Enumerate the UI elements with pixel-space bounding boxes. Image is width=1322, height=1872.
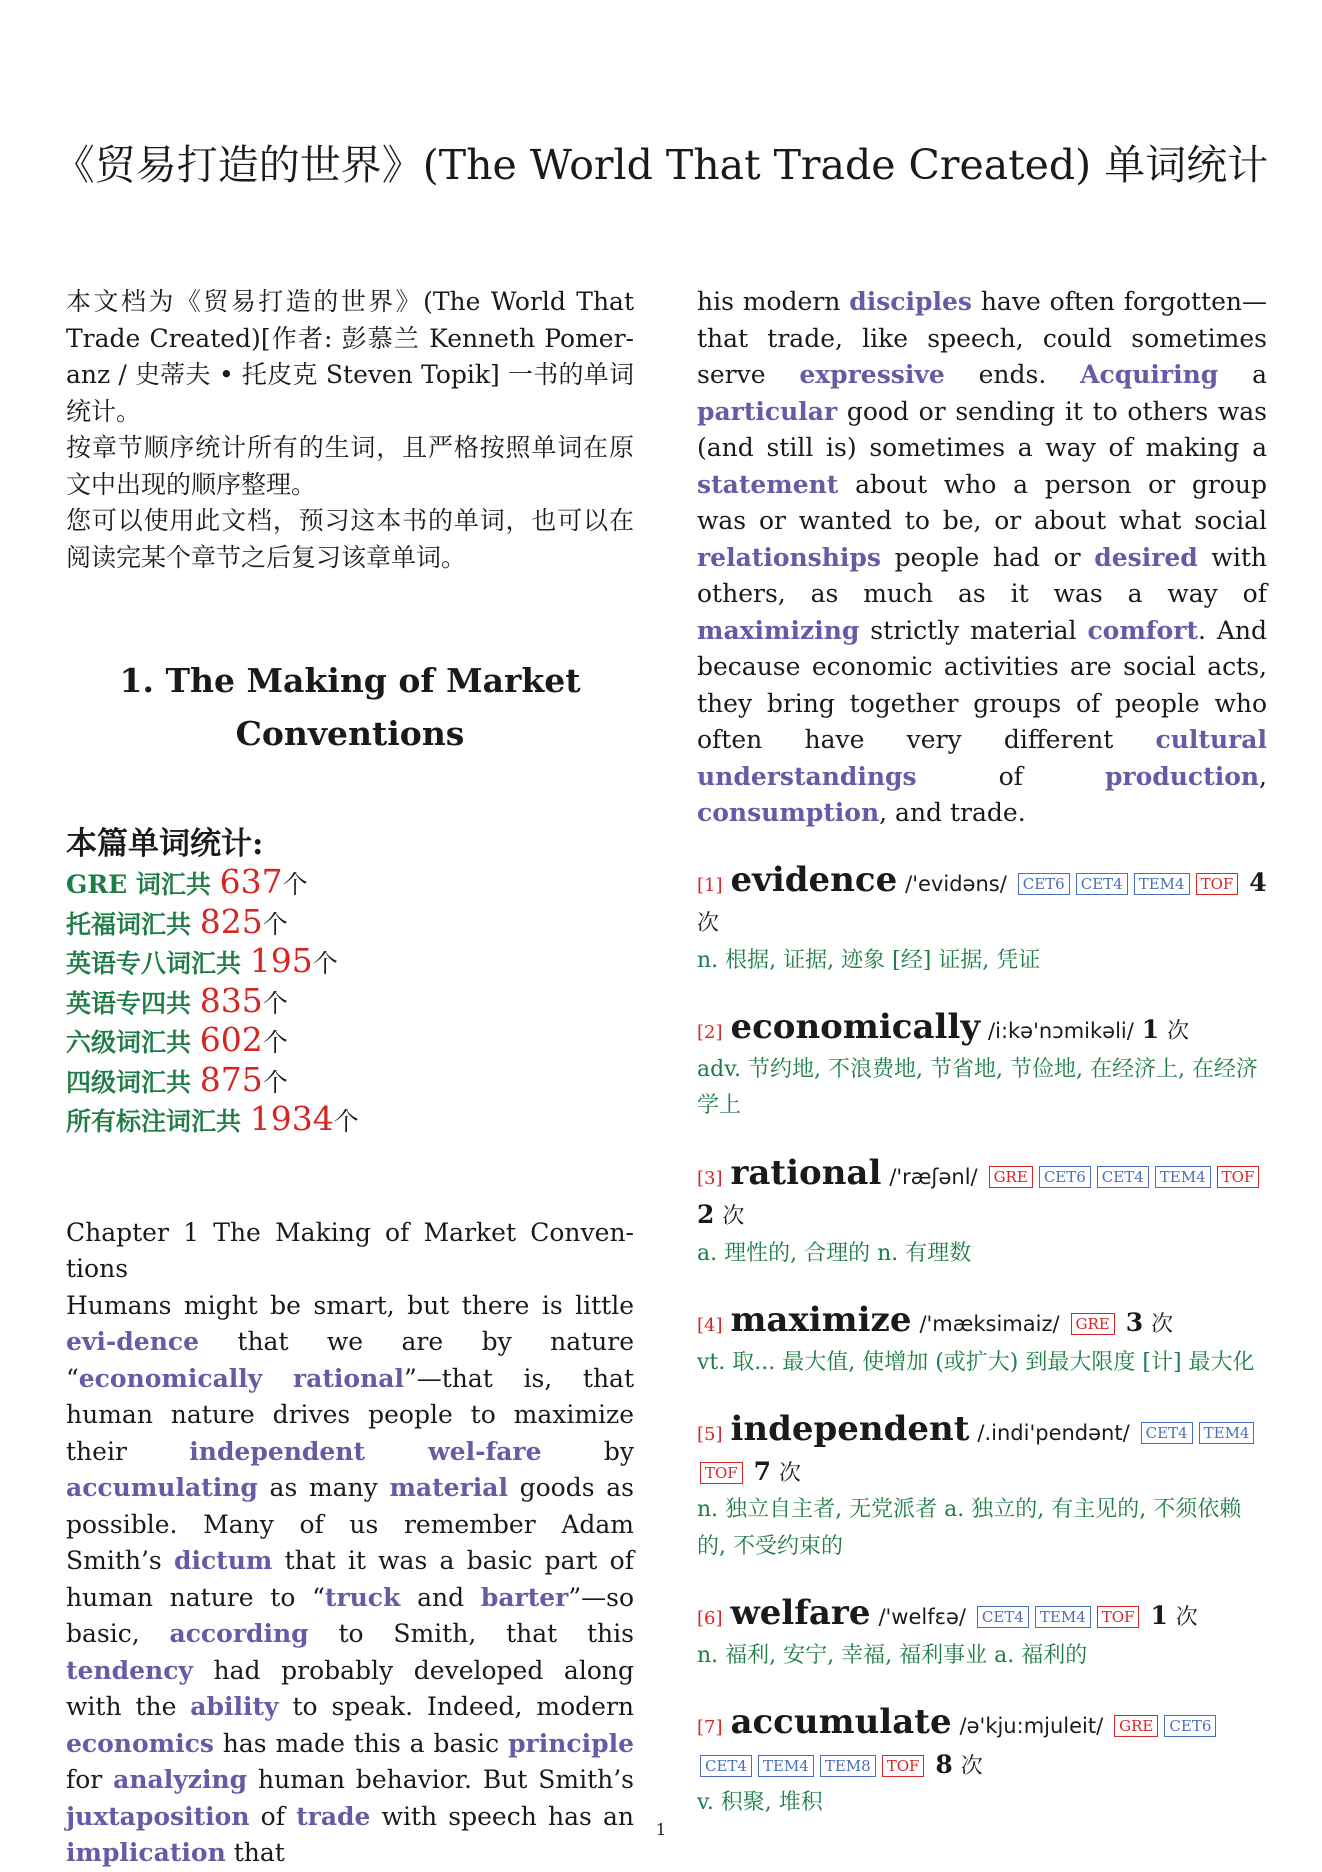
vocab-entry-head bbox=[697, 1411, 1267, 1492]
occurrence-count: 1 bbox=[1150, 1601, 1168, 1630]
entry-index: [3] bbox=[697, 1167, 723, 1189]
body-text-segment: a bbox=[1218, 360, 1267, 389]
vocab-word-link[interactable]: consumption bbox=[697, 798, 880, 827]
vocab-word-link[interactable]: rational bbox=[292, 1363, 404, 1393]
definition: n. 福利, 安宁, 幸福, 福利事业 a. 福利的 bbox=[697, 1642, 1088, 1668]
section-heading-line: 1. The Making of Market bbox=[119, 661, 581, 700]
section-heading-line: Conventions bbox=[235, 714, 465, 753]
vocab-entry-head bbox=[697, 1595, 1267, 1638]
vocab-word-link[interactable]: principle bbox=[508, 1728, 634, 1758]
definition: vt. 取... 最大值, 使增加 (或扩大) 到最大限度 [计] 最大化 bbox=[697, 1349, 1255, 1375]
level-tag: TEM4 bbox=[1155, 1166, 1211, 1188]
level-tag: GRE bbox=[1114, 1715, 1158, 1737]
section-heading bbox=[66, 654, 634, 760]
stat-row bbox=[66, 980, 634, 1023]
body-text-segment: about who a person or group was or wanted to be, or about what social bbox=[697, 469, 1267, 535]
phonetic: /i:kə'nɔmikəli/ bbox=[988, 1019, 1134, 1043]
body-text-segment: to Smith, that this bbox=[308, 1619, 634, 1648]
vocab-word-link[interactable]: particular bbox=[697, 396, 838, 426]
stat-row bbox=[66, 864, 634, 904]
vocab-entry bbox=[697, 1302, 1267, 1381]
occurrence-count: 2 bbox=[697, 1200, 715, 1229]
vocab-word-link[interactable]: juxtaposition bbox=[66, 1801, 250, 1831]
phonetic: /'mæksimaiz/ bbox=[919, 1312, 1060, 1336]
occurrence-unit: 次 bbox=[1151, 1312, 1174, 1337]
stat-count: 602 bbox=[199, 1020, 263, 1059]
body-text-segment: with others, as much as it was a way of bbox=[697, 542, 1267, 608]
stat-row bbox=[66, 901, 634, 944]
level-tag: CET4 bbox=[1097, 1166, 1149, 1188]
definition: a. 理性的, 合理的 n. 有理数 bbox=[697, 1240, 972, 1266]
vocab-entry bbox=[697, 1704, 1267, 1822]
level-tag: GRE bbox=[1071, 1313, 1115, 1335]
stat-unit: 个 bbox=[262, 988, 288, 1018]
body-text-segment: that bbox=[225, 1838, 285, 1867]
level-tag: TEM4 bbox=[1134, 873, 1190, 895]
vocab-entry-head bbox=[697, 1152, 1267, 1236]
intro-paragraph: 按章节顺序统计所有的生词，且严格按照单词在原文中出现的顺序整理。 bbox=[66, 433, 634, 499]
vocab-entry bbox=[697, 1411, 1267, 1565]
vocab-word-link[interactable]: independent wel-fare bbox=[189, 1436, 542, 1466]
vocab-word-link[interactable]: economics bbox=[66, 1728, 214, 1758]
phonetic: /.indi'pendənt/ bbox=[977, 1421, 1130, 1445]
occurrence-count: 1 bbox=[1141, 1015, 1160, 1044]
occurrence-unit: 次 bbox=[1167, 1019, 1190, 1044]
stat-label: 托福词汇共 bbox=[66, 909, 200, 939]
stat-count: 835 bbox=[199, 980, 263, 1020]
stat-count: 637 bbox=[219, 862, 283, 901]
body-text-segment: have often forgotten—that trade, like speech, could sometimes serve bbox=[697, 287, 1267, 389]
phonetic: /ə'kju:mjuleit/ bbox=[959, 1714, 1104, 1738]
level-tag: TOF bbox=[700, 1462, 743, 1484]
level-tag: CET6 bbox=[1164, 1715, 1216, 1737]
body-text-segment: of bbox=[916, 761, 1105, 791]
vocab-entry-head bbox=[697, 1704, 1267, 1785]
stat-count: 195 bbox=[249, 941, 313, 980]
vocab-word-link[interactable]: maximizing bbox=[697, 615, 860, 645]
definition: adv. 节约地, 不浪费地, 节省地, 节俭地, 在经济上, 在经济学上 bbox=[697, 1056, 1258, 1118]
occurrence-unit: 次 bbox=[1175, 1605, 1198, 1630]
body-text-segment: strictly material bbox=[859, 615, 1088, 645]
vocab-word-link[interactable]: material bbox=[389, 1473, 508, 1502]
intro-paragraph: 本文档为《贸易打造的世界》(The World That Trade Created)[作者: 彭慕兰 Kenneth Pomer-anz / 史蒂夫 • 托皮克 Steven Topik] 一书的单词统计。 bbox=[66, 287, 634, 426]
vocab-entry-head bbox=[697, 1009, 1267, 1052]
body-text-segment: good or sending it to others was (and still is) sometimes a way of making a bbox=[697, 396, 1267, 462]
level-tag: TOF bbox=[882, 1755, 925, 1777]
stat-count: 825 bbox=[199, 901, 263, 941]
headword[interactable]: rational bbox=[730, 1152, 882, 1193]
body-text-segment: ”—so basic, bbox=[66, 1582, 634, 1648]
vocab-word-link[interactable]: tendency bbox=[66, 1655, 193, 1685]
level-tag: TOF bbox=[1097, 1606, 1140, 1628]
stats-list bbox=[66, 864, 634, 1141]
vocab-word-link[interactable]: understandings bbox=[697, 761, 917, 791]
vocab-word-link[interactable]: truck bbox=[324, 1582, 401, 1612]
vocab-entry bbox=[697, 859, 1267, 980]
headword[interactable]: welfare bbox=[730, 1593, 871, 1633]
level-tag: TOF bbox=[1217, 1166, 1260, 1188]
level-tag: GRE bbox=[989, 1166, 1033, 1188]
body-text-left bbox=[66, 1288, 634, 1872]
occurrence-unit: 次 bbox=[722, 1204, 745, 1229]
occurrence-count: 7 bbox=[753, 1456, 772, 1486]
vocab-word-link[interactable]: evi-dence bbox=[66, 1327, 199, 1356]
stat-row bbox=[66, 1101, 634, 1141]
vocab-word-link[interactable]: implication bbox=[66, 1838, 226, 1867]
headword[interactable]: economically bbox=[730, 1007, 981, 1047]
vocab-entry-head bbox=[697, 859, 1267, 943]
entry-index: [7] bbox=[697, 1717, 723, 1738]
body-text-segment: ends. bbox=[944, 360, 1081, 389]
body-text-segment: his modern bbox=[697, 287, 850, 316]
body-text-segment bbox=[262, 1364, 293, 1393]
body-text-segment: human behavior. But Smith’s bbox=[247, 1765, 634, 1794]
vocab-word-link[interactable]: trade bbox=[296, 1801, 371, 1831]
intro-paragraph: 您可以使用此文档，预习这本书的单词，也可以在阅读完某个章节之后复习该章单词。 bbox=[66, 506, 634, 572]
body-text-segment: and bbox=[400, 1582, 481, 1612]
level-tag: CET4 bbox=[700, 1755, 752, 1777]
vocab-word-link[interactable]: according bbox=[169, 1619, 309, 1648]
body-text-segment: ”—that is, that human nature drives people to maximize their bbox=[66, 1363, 634, 1466]
vocab-word-link[interactable]: desired bbox=[1094, 542, 1198, 572]
vocab-word-link[interactable]: ability bbox=[190, 1692, 279, 1721]
stat-label: 六级词汇共 bbox=[66, 1028, 200, 1057]
vocab-word-link[interactable]: production bbox=[1104, 761, 1260, 791]
vocab-word-link[interactable]: dictum bbox=[173, 1546, 273, 1575]
body-text-segment: Humans might be smart, but there is little bbox=[66, 1290, 634, 1320]
chapter-title: Chapter 1 The Making of Market Conven-tions bbox=[66, 1217, 634, 1283]
stat-label: 所有标注词汇共 bbox=[66, 1107, 250, 1136]
level-tag: TOF bbox=[1196, 873, 1239, 895]
occurrence-count: 4 bbox=[1249, 867, 1267, 897]
left-column bbox=[66, 284, 634, 1872]
vocab-entry bbox=[697, 1152, 1267, 1273]
body-text-segment: with speech has an bbox=[370, 1801, 634, 1831]
body-text-right bbox=[697, 284, 1267, 832]
body-text-segment: has made this a basic bbox=[213, 1728, 509, 1758]
stat-row bbox=[66, 1059, 634, 1102]
definition: v. 积聚, 堆积 bbox=[697, 1790, 823, 1815]
right-column bbox=[697, 284, 1267, 1822]
vocab-entry bbox=[697, 1595, 1267, 1674]
phonetic: /'ræʃənl/ bbox=[889, 1164, 978, 1189]
vocab-word-link[interactable]: cultural bbox=[1155, 725, 1267, 754]
stat-row bbox=[66, 943, 634, 983]
definition: n. 根据, 证据, 迹象 [经] 证据, 凭证 bbox=[697, 947, 1041, 973]
stat-unit: 个 bbox=[262, 1067, 288, 1097]
entry-index: [2] bbox=[697, 1022, 723, 1043]
stat-count: 1934 bbox=[249, 1099, 334, 1138]
stat-unit: 个 bbox=[333, 1107, 359, 1136]
stat-label: 英语专四共 bbox=[66, 988, 200, 1018]
vocab-word-link[interactable]: Acquiring bbox=[1080, 360, 1219, 389]
body-text-segment: for bbox=[66, 1765, 114, 1794]
entry-index: [6] bbox=[697, 1608, 723, 1629]
page-number: 1 bbox=[655, 1820, 667, 1839]
vocab-word-link[interactable]: comfort bbox=[1087, 615, 1198, 645]
body-text-segment: as many bbox=[257, 1473, 390, 1502]
vocab-word-link[interactable]: accumulating bbox=[66, 1473, 258, 1502]
intro bbox=[66, 284, 634, 576]
body-text-segment: . And because economic activities are social acts, they bring together groups of people who often have very different bbox=[697, 615, 1267, 754]
stat-count: 875 bbox=[199, 1059, 263, 1099]
vocab-entry-head bbox=[697, 1302, 1267, 1345]
stat-row bbox=[66, 1022, 634, 1062]
vocab-word-link[interactable]: expressive bbox=[799, 360, 945, 389]
occurrence-count: 8 bbox=[935, 1749, 953, 1779]
headword[interactable]: accumulate bbox=[730, 1702, 952, 1742]
occurrence-unit: 次 bbox=[779, 1460, 802, 1486]
body-text-segment: had probably developed along with the bbox=[66, 1655, 634, 1721]
body-text-segment: by bbox=[541, 1436, 634, 1466]
occurrence-unit: 次 bbox=[697, 911, 720, 936]
body-text-segment: goods as possible. Many of us remember Adam Smith’s bbox=[66, 1473, 634, 1575]
phonetic: /'evidəns/ bbox=[905, 871, 1007, 896]
stat-label: GRE 词汇共 bbox=[66, 870, 220, 899]
vocab-word-link[interactable]: relationships bbox=[697, 542, 881, 572]
vocab-entries bbox=[697, 859, 1267, 1822]
vocab-word-link[interactable]: barter bbox=[480, 1582, 569, 1612]
body-text-segment: , and trade. bbox=[879, 798, 1026, 827]
level-tag: CET4 bbox=[1141, 1422, 1193, 1444]
vocab-word-link[interactable]: statement bbox=[697, 469, 839, 499]
document-title: 《贸易打造的世界》(The World That Trade Created) 单词统计 bbox=[53, 141, 1269, 189]
stat-unit: 个 bbox=[262, 909, 288, 939]
stat-unit: 个 bbox=[282, 870, 308, 899]
headword[interactable]: independent bbox=[730, 1409, 970, 1449]
stat-label: 英语专八词汇共 bbox=[66, 949, 250, 978]
entry-index: [4] bbox=[697, 1315, 723, 1336]
headword[interactable]: evidence bbox=[730, 859, 898, 900]
level-tag: TEM4 bbox=[1199, 1422, 1255, 1444]
stat-label: 四级词汇共 bbox=[66, 1067, 200, 1097]
level-tag: TEM4 bbox=[1035, 1606, 1091, 1628]
body-text-segment: that we are by nature “ bbox=[66, 1327, 634, 1393]
level-tag: CET6 bbox=[1039, 1166, 1091, 1188]
body-text-segment: people had or bbox=[880, 542, 1095, 572]
level-tag: CET6 bbox=[1018, 873, 1070, 895]
level-tag: TEM8 bbox=[820, 1755, 876, 1777]
headword[interactable]: maximize bbox=[730, 1300, 912, 1340]
level-tag: TEM4 bbox=[758, 1755, 814, 1777]
entry-index: [5] bbox=[697, 1424, 723, 1445]
body-text-segment: , bbox=[1259, 761, 1267, 791]
occurrence-count: 3 bbox=[1125, 1308, 1144, 1337]
vocab-entry bbox=[697, 1009, 1267, 1125]
occurrence-unit: 次 bbox=[960, 1753, 983, 1779]
vocab-word-link[interactable]: analyzing bbox=[113, 1765, 248, 1794]
stat-unit: 个 bbox=[312, 949, 338, 978]
stat-unit: 个 bbox=[262, 1028, 288, 1057]
vocab-word-link[interactable]: economically bbox=[78, 1363, 263, 1393]
vocab-word-link[interactable]: disciples bbox=[849, 287, 972, 316]
level-tag: CET4 bbox=[977, 1606, 1029, 1628]
entry-index: [1] bbox=[697, 874, 723, 896]
definition: n. 独立自主者, 无党派者 a. 独立的, 有主见的, 不须依赖的, 不受约束的 bbox=[697, 1497, 1242, 1559]
phonetic: /'welfɛə/ bbox=[878, 1605, 966, 1629]
body-text-segment: of bbox=[249, 1801, 297, 1831]
level-tag: CET4 bbox=[1076, 873, 1128, 895]
stats-title: 本篇单词统计: bbox=[66, 826, 264, 862]
body-text-segment: to speak. Indeed, modern bbox=[278, 1692, 634, 1721]
body-text-segment: that it was a basic part of human nature to “ bbox=[66, 1546, 634, 1612]
